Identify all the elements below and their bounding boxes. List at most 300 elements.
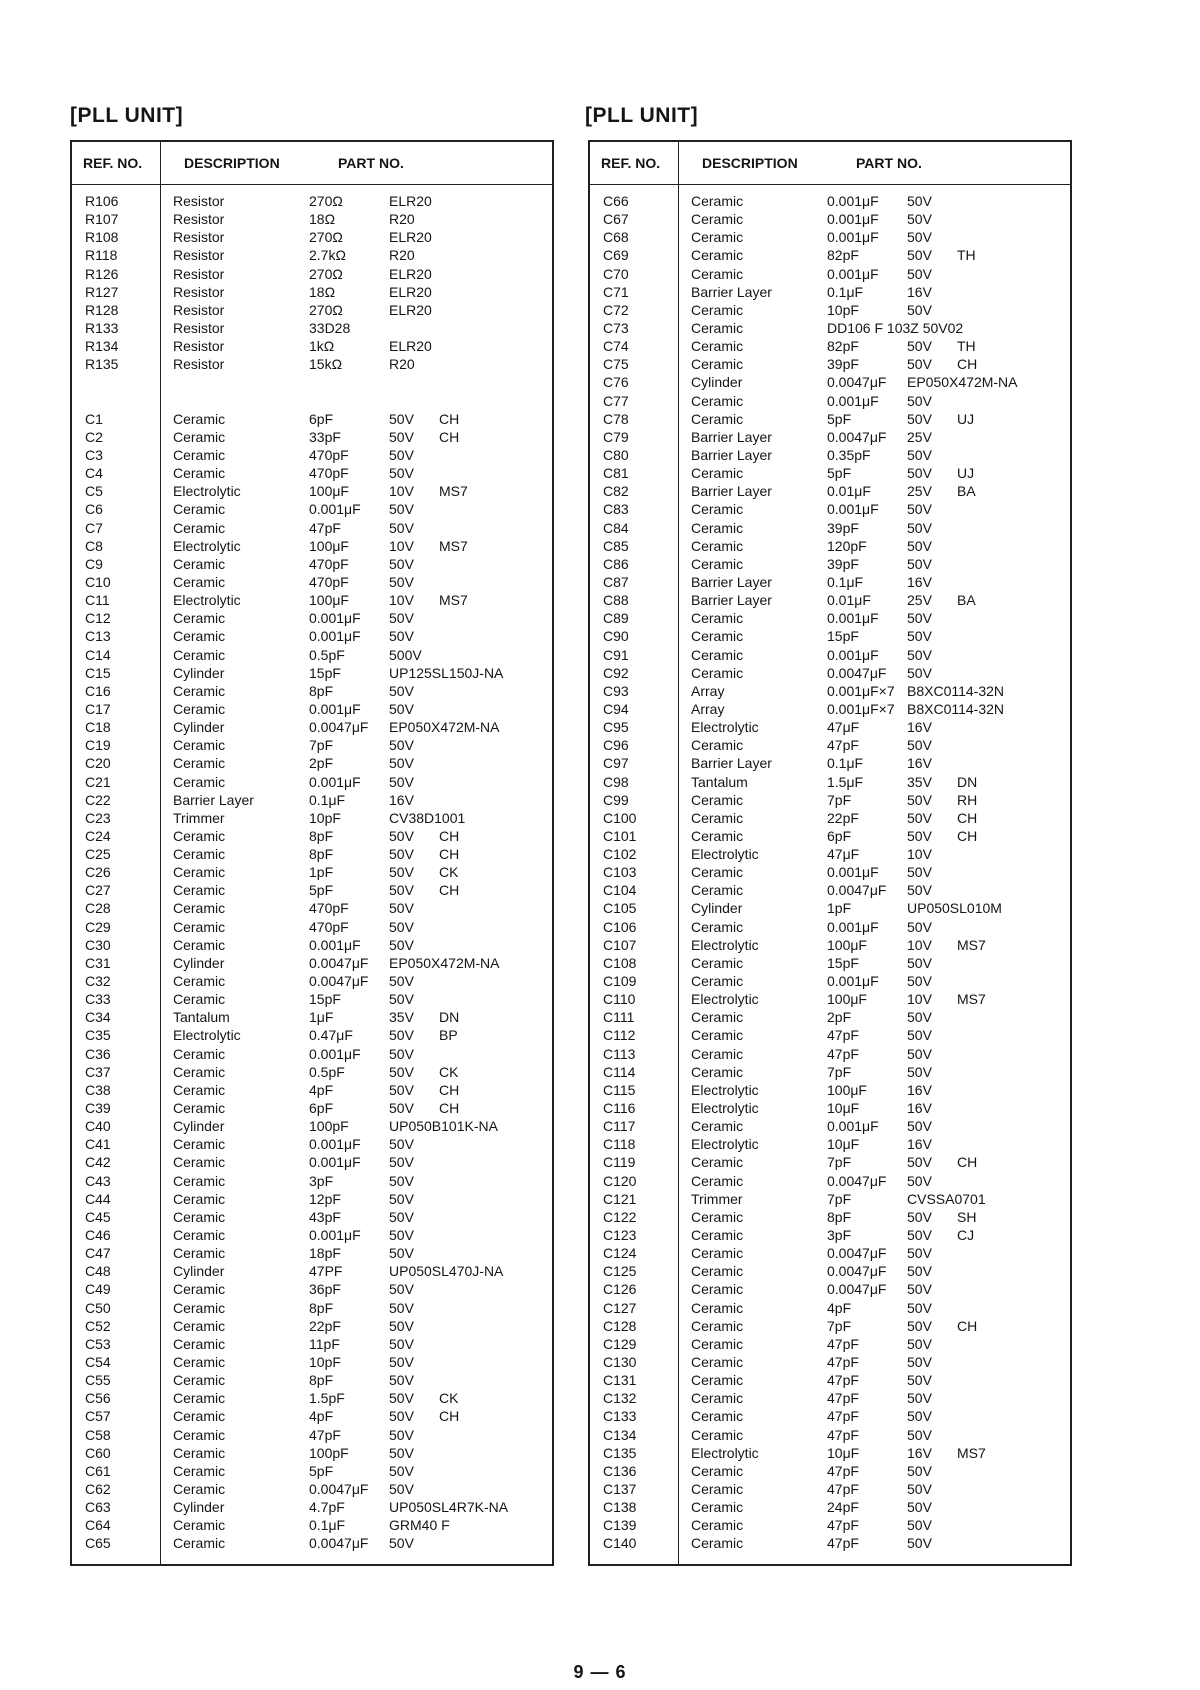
description: Cylinder [173, 1263, 225, 1280]
rating: 50V [389, 1227, 414, 1244]
rating: 50V [907, 1372, 932, 1389]
description: Ceramic [691, 1335, 744, 1352]
description: Barrier Layer [691, 592, 772, 609]
value: 4pF [827, 1299, 852, 1316]
rating: 10V [389, 592, 414, 609]
description: Resistor [173, 193, 225, 209]
ref-no: C31 [85, 954, 111, 971]
rating: 50V [907, 1299, 932, 1316]
description: Ceramic [173, 1227, 226, 1244]
table-row [72, 1498, 552, 1516]
rating: 25V [907, 592, 932, 609]
ref-no: C114 [603, 1063, 636, 1080]
ref-no: C55 [85, 1372, 111, 1389]
part-code: SH [957, 1208, 977, 1225]
part-code: CH [957, 356, 978, 373]
value: 3pF [827, 1227, 852, 1244]
description: Ceramic [691, 1063, 744, 1080]
value: 47PF [309, 1263, 343, 1280]
description: Ceramic [173, 1100, 226, 1117]
value: 470pF [309, 555, 349, 572]
ref-no: C100 [603, 809, 637, 826]
table-row [590, 1444, 1070, 1462]
value: 0.001μF [309, 1045, 361, 1062]
value: 36pF [309, 1281, 341, 1298]
value: 47μF [827, 719, 860, 736]
table-row [590, 1516, 1070, 1534]
ref-no: R133 [85, 319, 119, 336]
ref-no: C133 [603, 1408, 637, 1425]
table-row [590, 809, 1070, 827]
value: 82pF [827, 338, 859, 355]
part-code: CJ [957, 1227, 975, 1244]
value: 7pF [827, 1190, 852, 1207]
value: 0.001μF [827, 646, 879, 663]
rating: 50V [907, 973, 932, 990]
table-row [72, 482, 552, 500]
value: 0.001μF [827, 973, 879, 990]
ref-no: R126 [85, 265, 119, 282]
ref-no: C78 [603, 410, 629, 427]
rating: 50V [389, 1063, 414, 1080]
ref-no: C135 [603, 1444, 637, 1461]
value: 22pF [309, 1317, 341, 1334]
value: 4.7pF [309, 1499, 345, 1516]
ref-no: C96 [603, 737, 629, 754]
table-row [72, 192, 552, 210]
rating: 50V [389, 1100, 414, 1117]
ref-no: C32 [85, 973, 111, 990]
part-code: BP [439, 1027, 458, 1044]
value: 18Ω [309, 211, 336, 228]
description: Electrolytic [691, 846, 759, 863]
value: 7pF [827, 1063, 852, 1080]
table-row [590, 446, 1070, 464]
ref-no: C58 [85, 1426, 111, 1443]
part-code: MS7 [439, 592, 468, 609]
value: 0.0047μF [827, 428, 887, 445]
description: Ceramic [691, 555, 744, 572]
header-ref-no: REF. NO. [601, 155, 661, 171]
table-row [72, 537, 552, 555]
description: Ceramic [691, 791, 744, 808]
value: 47pF [827, 1517, 859, 1534]
value: 0.0047μF [827, 664, 887, 681]
ref-no: C126 [603, 1281, 637, 1298]
description: Ceramic [691, 1208, 744, 1225]
rating: R20 [389, 211, 415, 228]
ref-no: C40 [85, 1118, 111, 1135]
rating: 50V [907, 501, 932, 518]
value: 100μF [309, 483, 349, 500]
rating: 50V [907, 737, 932, 754]
table-row [72, 1353, 552, 1371]
value: 18Ω [309, 283, 336, 300]
rating: 50V [389, 410, 414, 427]
value: 10pF [309, 809, 341, 826]
rating: 50V [907, 1263, 932, 1280]
table-row [590, 773, 1070, 791]
table-row [590, 845, 1070, 863]
table-row [590, 736, 1070, 754]
value: 47pF [827, 1408, 859, 1425]
ref-no: R108 [85, 229, 119, 246]
table-row [590, 1226, 1070, 1244]
ref-no: C129 [603, 1335, 637, 1352]
ref-no: C60 [85, 1444, 111, 1461]
ref-no: C86 [603, 555, 629, 572]
value: 47pF [827, 1535, 859, 1552]
rating: 50V [389, 555, 414, 572]
description: Barrier Layer [691, 573, 772, 590]
table-row [590, 1153, 1070, 1171]
table-row [590, 1407, 1070, 1425]
rating: 500V [389, 646, 422, 663]
ref-no: C113 [603, 1045, 636, 1062]
rating: 50V [907, 1408, 932, 1425]
value: 470pF [309, 918, 349, 935]
table-row [72, 1534, 552, 1552]
ref-no: C110 [603, 991, 636, 1008]
table-row [590, 1063, 1070, 1081]
description: Ceramic [173, 737, 226, 754]
ref-no: C85 [603, 537, 629, 554]
table-row [72, 1462, 552, 1480]
value: 0.0047μF [827, 1281, 887, 1298]
description: Ceramic [691, 882, 744, 899]
description: Ceramic [173, 1390, 226, 1407]
ref-no: C131 [603, 1372, 637, 1389]
table-row [72, 754, 552, 772]
description: Resistor [173, 247, 225, 264]
table-row [72, 682, 552, 700]
table-row [590, 1317, 1070, 1335]
ref-no: C62 [85, 1480, 111, 1497]
ref-no: C35 [85, 1027, 111, 1044]
ref-no: C22 [85, 791, 111, 808]
ref-no: C34 [85, 1009, 111, 1026]
value: 39pF [827, 356, 859, 373]
value: 0.0047μF [309, 719, 369, 736]
value: 0.001μF×7 [827, 682, 895, 699]
value: 39pF [827, 519, 859, 536]
description: Ceramic [691, 193, 744, 209]
ref-no: C80 [603, 446, 629, 463]
table-row [590, 646, 1070, 664]
table-row [590, 1371, 1070, 1389]
rating: 50V [907, 1517, 932, 1534]
table-row [590, 1081, 1070, 1099]
value: 0.0047μF [827, 1245, 887, 1262]
value: 10μF [827, 1100, 860, 1117]
value: 0.0047μF [827, 374, 887, 391]
rating: 50V [389, 1480, 414, 1497]
value: 82pF [827, 247, 859, 264]
ref-no: C77 [603, 392, 629, 409]
rating: UP050SL4R7K-NA [389, 1499, 509, 1516]
value: 24pF [827, 1499, 859, 1516]
value: 1pF [827, 900, 852, 917]
table-row [590, 573, 1070, 591]
rating: 50V [907, 211, 932, 228]
value: 0.001μF [827, 229, 879, 246]
ref-no: C21 [85, 773, 111, 790]
table-header [72, 142, 552, 185]
ref-no: C99 [603, 791, 629, 808]
rating: 50V [389, 446, 414, 463]
description: Electrolytic [691, 991, 759, 1008]
rating: 50V [907, 465, 932, 482]
table-row [590, 827, 1070, 845]
rating: 16V [907, 1081, 932, 1098]
rating: 50V [389, 519, 414, 536]
ref-no: C103 [603, 864, 637, 881]
ref-no: C134 [603, 1426, 637, 1443]
rating: 16V [907, 719, 932, 736]
rating: 50V [907, 1009, 932, 1026]
rating: 16V [907, 1136, 932, 1153]
ref-no: C116 [603, 1100, 636, 1117]
value: 100μF [309, 537, 349, 554]
value: 2pF [309, 755, 334, 772]
table-body [72, 192, 552, 1553]
rating: 50V [907, 1227, 932, 1244]
ref-no: C76 [603, 374, 629, 391]
table-row [72, 355, 552, 373]
table-spacer [72, 373, 552, 391]
rating: 50V [389, 737, 414, 754]
description: Resistor [173, 338, 225, 355]
table-row [72, 500, 552, 518]
rating: 50V [389, 991, 414, 1008]
table-row [590, 863, 1070, 881]
description: Ceramic [173, 1317, 226, 1334]
table-row [72, 1299, 552, 1317]
ref-no: C74 [603, 338, 629, 355]
table-row [72, 301, 552, 319]
ref-no: C97 [603, 755, 629, 772]
part-code: MS7 [957, 991, 986, 1008]
description: Ceramic [173, 882, 226, 899]
description: Ceramic [173, 1190, 226, 1207]
ref-no: C66 [603, 193, 629, 209]
value: 470pF [309, 465, 349, 482]
table-row [72, 1063, 552, 1081]
table-row [72, 899, 552, 917]
ref-no: C92 [603, 664, 629, 681]
value: 15pF [309, 991, 341, 1008]
value: 5pF [827, 465, 852, 482]
rating: 50V [389, 936, 414, 953]
table-row [72, 736, 552, 754]
part-code: CK [439, 1063, 459, 1080]
description: Ceramic [173, 501, 226, 518]
value: 270Ω [309, 193, 343, 209]
ref-no: C125 [603, 1263, 637, 1280]
table-row [590, 519, 1070, 537]
value: 47pF [309, 519, 341, 536]
ref-no: C10 [85, 573, 111, 590]
rating: 50V [907, 392, 932, 409]
table-row [590, 1262, 1070, 1280]
description: Ceramic [173, 1172, 226, 1189]
description: Ceramic [691, 338, 744, 355]
description: Ceramic [691, 410, 744, 427]
value: 47pF [827, 1027, 859, 1044]
description: Ceramic [691, 864, 744, 881]
rating: 50V [389, 1535, 414, 1552]
rating: 50V [907, 1354, 932, 1370]
description: Electrolytic [173, 592, 241, 609]
rating: 50V [389, 1390, 414, 1407]
table-row [590, 664, 1070, 682]
value: 470pF [309, 900, 349, 917]
value: 33pF [309, 428, 341, 445]
rating: UP050SL470J-NA [389, 1263, 504, 1280]
table-row [72, 1008, 552, 1026]
value: 0.1μF [309, 791, 346, 808]
value: 47pF [827, 1045, 859, 1062]
ref-no: C1 [85, 410, 103, 427]
table-row [590, 1335, 1070, 1353]
rating: 16V [907, 573, 932, 590]
table-row [590, 1353, 1070, 1371]
value: 0.0047μF [309, 954, 369, 971]
table-row [72, 283, 552, 301]
unit-title-left: [PLL UNIT] [70, 104, 184, 127]
value: 100μF [309, 592, 349, 609]
table-row [72, 555, 552, 573]
table-row [590, 301, 1070, 319]
table-row [590, 283, 1070, 301]
rating: 16V [907, 1100, 932, 1117]
ref-no: C101 [603, 827, 637, 844]
table-row [590, 319, 1070, 337]
rating: 50V [389, 1245, 414, 1262]
table-row [72, 773, 552, 791]
table-row [72, 646, 552, 664]
description: Cylinder [173, 954, 225, 971]
ref-no: C5 [85, 483, 103, 500]
value: 33D28 [309, 319, 351, 336]
description: Cylinder [173, 664, 225, 681]
rating: 50V [907, 1172, 932, 1189]
table-row [72, 573, 552, 591]
ref-no: C106 [603, 918, 637, 935]
table-row [72, 918, 552, 936]
ref-no: C13 [85, 628, 111, 645]
description: Ceramic [173, 573, 226, 590]
rating: 50V [389, 1208, 414, 1225]
rating: GRM40 F [389, 1517, 450, 1534]
table-row [590, 1208, 1070, 1226]
table-row [72, 1389, 552, 1407]
table-row [590, 1389, 1070, 1407]
table-row [590, 392, 1070, 410]
page-number: 9 — 6 [573, 1662, 627, 1682]
table-row [590, 537, 1070, 555]
value: 7pF [827, 1317, 852, 1334]
description: Ceramic [173, 428, 226, 445]
ref-no: C127 [603, 1299, 637, 1316]
description: Ceramic [173, 1154, 226, 1171]
table-row [72, 1190, 552, 1208]
table-row [72, 1208, 552, 1226]
description: Ceramic [173, 1335, 226, 1352]
ref-no: C30 [85, 936, 111, 953]
ref-no: C68 [603, 229, 629, 246]
rating: 50V [907, 247, 932, 264]
value: 2pF [827, 1009, 852, 1026]
table-row [590, 1008, 1070, 1026]
rating: 50V [907, 1118, 932, 1135]
value: 7pF [827, 791, 852, 808]
rating: 50V [907, 265, 932, 282]
description: Ceramic [691, 319, 744, 336]
description: Ceramic [173, 1063, 226, 1080]
header-ref-no: REF. NO. [83, 155, 143, 171]
part-code: TH [957, 338, 976, 355]
part-code: UJ [957, 465, 975, 482]
description: Ceramic [173, 827, 226, 844]
description: Ceramic [691, 1462, 744, 1479]
value: 1.5μF [827, 773, 864, 790]
table-row [590, 591, 1070, 609]
part-code: CH [439, 410, 460, 427]
unit-title-right: [PLL UNIT] [585, 104, 699, 127]
table-row [72, 809, 552, 827]
ref-no: C27 [85, 882, 111, 899]
table-spacer [72, 392, 552, 410]
description: Ceramic [691, 1354, 744, 1370]
rating: ELR20 [389, 229, 432, 246]
ref-no: C95 [603, 719, 629, 736]
part-code: MS7 [957, 1444, 986, 1461]
table-row [590, 355, 1070, 373]
ref-no: C67 [603, 211, 629, 228]
ref-no: C16 [85, 682, 111, 699]
description: Resistor [173, 319, 225, 336]
ref-no: C43 [85, 1172, 111, 1189]
table-row [72, 1026, 552, 1044]
rating: ELR20 [389, 193, 432, 209]
value: 8pF [309, 846, 334, 863]
ref-no: C29 [85, 918, 111, 935]
table-row [590, 1099, 1070, 1117]
part-code: CH [957, 827, 978, 844]
rating: 50V [907, 809, 932, 826]
description: Ceramic [691, 918, 744, 935]
ref-no: C124 [603, 1245, 637, 1262]
part-code: CH [439, 846, 460, 863]
value: 5pF [827, 410, 852, 427]
rating: UP050B101K-NA [389, 1118, 498, 1135]
table-row [72, 845, 552, 863]
value: 470pF [309, 446, 349, 463]
rating: 50V [389, 864, 414, 881]
ref-no: C3 [85, 446, 103, 463]
parts-table-right [588, 140, 1072, 1566]
part-code: MS7 [439, 483, 468, 500]
value: 47pF [827, 1426, 859, 1443]
ref-no: C138 [603, 1499, 637, 1516]
table-row [590, 881, 1070, 899]
table-row [590, 899, 1070, 917]
value: 6pF [309, 1100, 334, 1117]
rating: 50V [389, 465, 414, 482]
ref-no: C8 [85, 537, 103, 554]
rating: ELR20 [389, 265, 432, 282]
